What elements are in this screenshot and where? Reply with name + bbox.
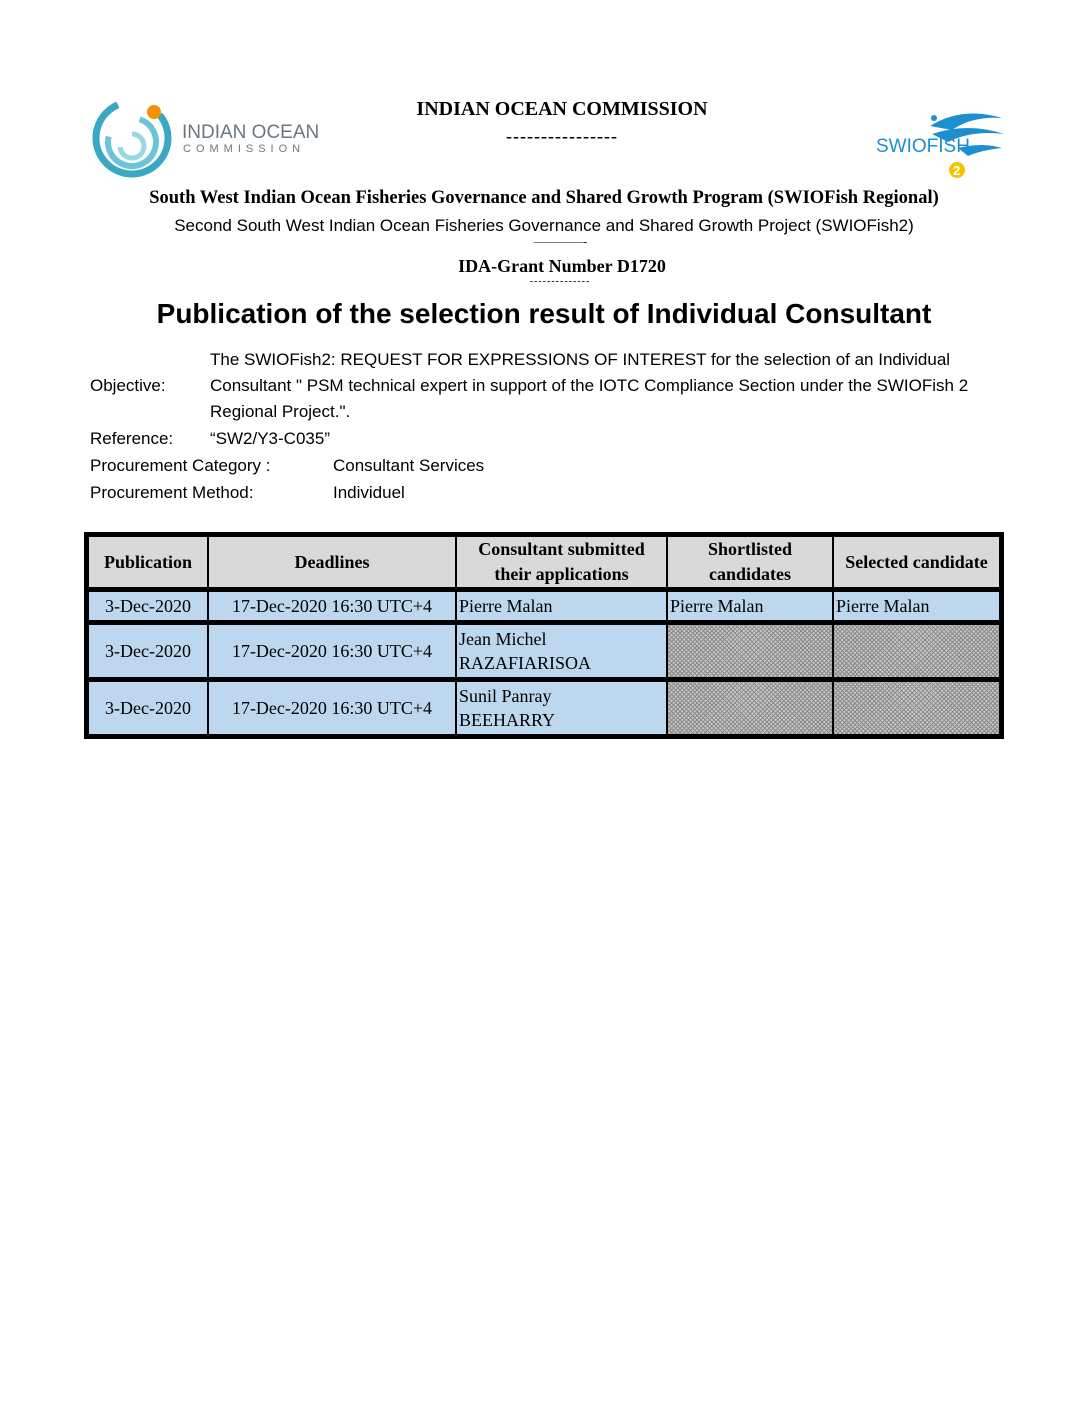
- submitted-name: Pierre Malan: [459, 596, 553, 616]
- submitted-cell: [457, 625, 666, 677]
- document-title: Publication of the selection result of Individual Consultant: [156, 298, 932, 329]
- grant-number: IDA-Grant Number D1720: [458, 256, 666, 276]
- reference-value: “SW2/Y3-C035”: [210, 429, 330, 448]
- column-header-shortlisted: Shortlisted candidates: [668, 537, 832, 587]
- shortlisted-cell-empty: [668, 682, 832, 734]
- row-separator: [89, 589, 999, 590]
- submitted-cell: [457, 682, 666, 734]
- column-header-selected: Selected candidate: [834, 537, 999, 587]
- swiofish-logo-text: SWIOFISH: [876, 136, 970, 157]
- program-title: South West Indian Ocean Fisheries Governance and Shared Growth Program (SWIOFish Regional): [149, 188, 939, 208]
- procurement-category-label: Procurement Category :: [90, 456, 271, 475]
- table-row: [89, 592, 999, 620]
- column-header-submitted: Consultant submitted their applications: [457, 537, 666, 587]
- table-header-row: [89, 537, 999, 587]
- row-separator: [89, 622, 999, 623]
- swiofish-logo-number: 2: [953, 163, 961, 178]
- publication-cell: 3-Dec-2020: [89, 682, 207, 734]
- row-separator: [89, 679, 999, 680]
- selected-cell-empty: [834, 625, 999, 677]
- submitted-cell: [457, 592, 666, 620]
- reference-label: Reference:: [90, 429, 174, 448]
- column-header-publication: Publication: [89, 537, 207, 587]
- procurement-method-label: Procurement Method:: [90, 483, 254, 502]
- column-header-deadlines: Deadlines: [209, 537, 455, 587]
- project-title: Second South West Indian Ocean Fisheries Governance and Shared Growth Project (SWIOFish2): [174, 216, 914, 235]
- publication-cell: 3-Dec-2020: [89, 625, 207, 677]
- ioc-logo-line1: INDIAN OCEAN: [182, 122, 320, 143]
- separator-line: —————-: [533, 236, 587, 248]
- table-row: [89, 625, 999, 677]
- shortlisted-cell-empty: [668, 625, 832, 677]
- selected-cell-empty: [834, 682, 999, 734]
- organisation-title: INDIAN OCEAN COMMISSION: [416, 98, 708, 120]
- deadline-cell: 17-Dec-2020 16:30 UTC+4: [209, 625, 455, 677]
- submitted-name-line1: Jean Michel: [459, 629, 547, 649]
- shortlisted-cell: Pierre Malan: [668, 592, 832, 620]
- deadline-cell: 17-Dec-2020 16:30 UTC+4: [209, 592, 455, 620]
- procurement-method-value: Individuel: [333, 483, 405, 502]
- deadline-cell: 17-Dec-2020 16:30 UTC+4: [209, 682, 455, 734]
- separator-dashes: --------------: [529, 276, 591, 287]
- selected-cell: Pierre Malan: [834, 592, 999, 620]
- procurement-category-value: Consultant Services: [333, 456, 485, 475]
- objective-text: The SWIOFish2: REQUEST FOR EXPRESSIONS OF INTEREST for the selection of an Individual Consultant " PSM technical expert in support of the IOTC Compliance Section under the SWIOFish 2 Regional Project.".: [210, 350, 969, 421]
- title-separator: ----------------: [506, 126, 618, 146]
- publication-cell: 3-Dec-2020: [89, 592, 207, 620]
- objective-label: Objective:: [90, 376, 166, 395]
- submitted-name-line1: Sunil Panray: [459, 686, 552, 706]
- selection-results-table: [84, 532, 1004, 739]
- ioc-logo-line2: COMMISSION: [183, 143, 306, 155]
- submitted-name-line2: RAZAFIARISOA: [459, 653, 592, 673]
- submitted-name-line2: BEEHARRY: [459, 710, 556, 730]
- table-row: [89, 682, 999, 734]
